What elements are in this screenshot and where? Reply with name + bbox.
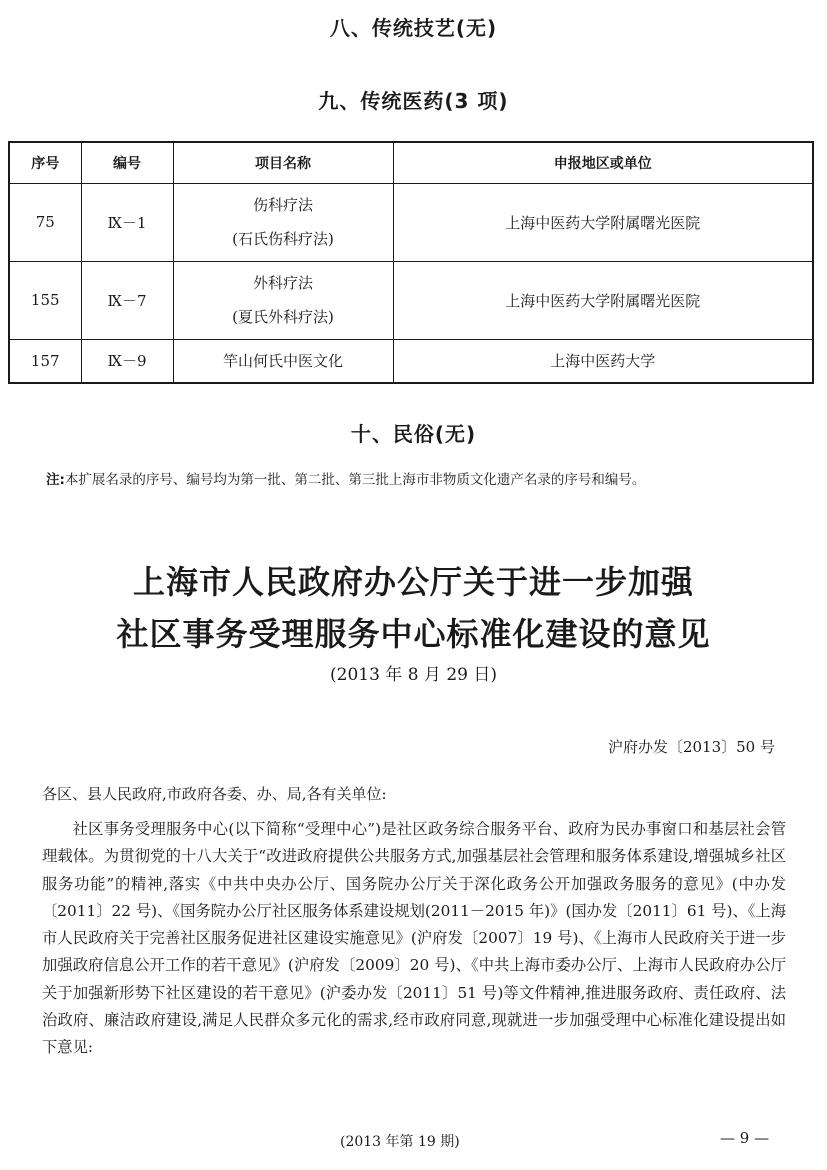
cell-name: 竿山何氏中医文化 [173,339,393,383]
table-row [9,261,813,339]
cell-name-line1: 外科疗法 [252,274,313,292]
header-code: 编号 [81,142,173,183]
footnote-text: 本扩展名录的序号、编号均为第一批、第二批、第三批上海市非物质文化遗产名录的序号和编号。 [64,472,646,488]
section-9-heading: 九、传统医药(3 项) [318,89,509,113]
document-date: (2013 年 8 月 29 日) [330,665,497,685]
footnote [46,468,645,488]
page-number: — 9 — [720,1129,770,1147]
cell-seq: 157 [9,339,81,383]
header-name: 项目名称 [173,142,393,183]
document-title-line1: 上海市人民政府办公厅关于进一步加强 [132,563,694,601]
header-seq: 序号 [9,142,81,183]
table-header-row [9,142,813,183]
salutation: 各区、县人民政府,市政府各委、办、局,各有关单位: [42,785,387,803]
cell-code: Ⅸ－1 [81,183,173,261]
table-row [9,183,813,261]
medicine-items-table [8,141,814,384]
section-8-heading: 八、传统技艺(无) [329,16,498,40]
cell-unit: 上海中医药大学附属曙光医院 [393,261,813,339]
cell-seq: 155 [9,261,81,339]
cell-name-line2: (石氏伤科疗法) [232,230,334,248]
table-row [9,339,813,383]
cell-code: Ⅸ－7 [81,261,173,339]
cell-seq: 75 [9,183,81,261]
cell-unit: 上海中医药大学附属曙光医院 [393,183,813,261]
cell-code: Ⅸ－9 [81,339,173,383]
cell-name-line1: 伤科疗法 [252,196,313,214]
footnote-label: 注: [46,472,65,488]
document-number: 沪府办发〔2013〕50 号 [607,738,775,756]
body-paragraph: 社区事务受理服务中心(以下简称“受理中心”)是社区政务综合服务平台、政府为民办事窗口和基层社会管理载体。为贯彻党的十八大关于“改进政府提供公共服务方式,加强基层社会管理和服务体系建设,增强城乡社区服务功能”的精神,落实《中共中央办公厅、国务院办公厅关于深化政务公开加强政务服务的意见》(中办发〔2011〕22 号)、《国务院办公厅社区服务体系建设规划(2011－2015 年)》(国办发〔2011〕61 号)、《上海市人民政府关于完善社区服务促进社区建设实施意见》(沪府发〔2007〕19 号)、《上海市人民政府关于进一步加强政府信息公开工作的若干意见》(沪府发〔2009〕20 号)、《中共上海市委办公厅、上海市人民政府办公厅关于加强新形势下社区建设的若干意见》(沪委办发〔2011〕51 号)等文件精神,推进服务政府、责任政府、法治政府、廉洁政府建设,满足人民群众多元化的需求,经市政府同意,现就进一步加强受理中心标准化建设提出如下意见: [42,820,786,1057]
section-10-heading: 十、民俗(无) [350,422,477,446]
document-title-line2: 社区事务受理服务中心标准化建设的意见 [116,615,711,653]
cell-name-line2: (夏氏外科疗法) [232,308,334,326]
cell-name [173,183,393,261]
footer-issue: (2013 年第 19 期) [340,1134,460,1150]
cell-unit: 上海中医药大学 [393,339,813,383]
header-unit: 申报地区或单位 [393,142,813,183]
cell-name [173,261,393,339]
